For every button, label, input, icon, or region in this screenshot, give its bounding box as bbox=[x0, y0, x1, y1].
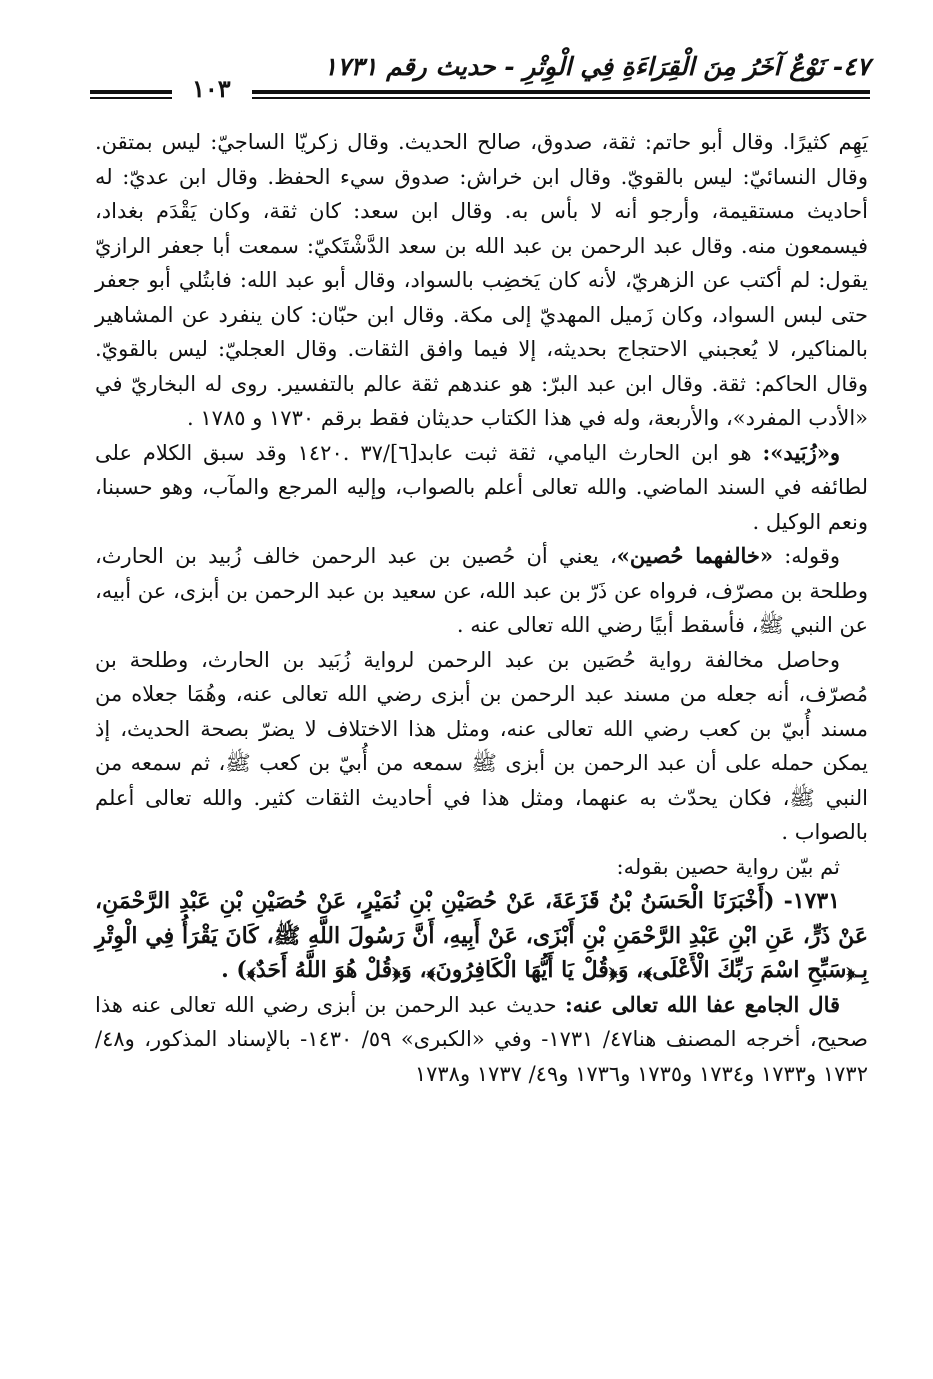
page-number: ١٠٣ bbox=[182, 74, 241, 103]
khalafahuma-text: ، يعني أن حُصين بن عبد الرحمن خالف زُبيد بن الحارث، وطلحة بن مصرّف، فرواه عن ذَرّ بن عبد الله، عن سعيد بن عبد الرحمن بن أبزى، عن أبيه، عن النبي ﷺ، فأسقط أبيًا رضي الله تعالى عنه . bbox=[95, 544, 868, 637]
khalafahuma-lead: وقوله: bbox=[773, 544, 840, 568]
running-title: ٤٧- نَوْعٌ آخَرُ مِنَ الْقِرَاءَةِ فِي الْوِتْرِ - حديث رقم ١٧٣١ bbox=[323, 52, 870, 81]
page-body bbox=[95, 125, 868, 1091]
paragraph-zubaid bbox=[95, 436, 868, 540]
paragraph-narrator-assessment: يَهِم كثيرًا. وقال أبو حاتم: ثقة، صدوق، صالح الحديث. وقال زكريّا الساجيّ: ليس بمتقن. وقال النسائيّ: ليس بالقويّ. وقال ابن خراش: صدوق سيء الحفظ. وقال ابن عديّ: له أحاديث مستقيمة، وأرجو أنه لا بأس به. وقال ابن سعد: كان ثقة، وكان يَقْدَم بغداد، فيسمعون منه. وقال عبد الرحمن بن عبد الله بن سعد الدَّشْتَكيّ: سمعت أبا جعفر الرازيّ يقول: لم أكتب عن الزهريّ، لأنه كان يَخضِب بالسواد، وقال أبو عبد الله: فابتُلي أبو جعفر حتى لبس السواد، وكان زَميل المهديّ إلى مكة. وقال ابن حبّان: كان ينفرد عن المشاهير بالمناكير، لا يُعجبني الاحتجاج بحديثه، إلا فيما وافق الثقات. وقال العجليّ: ليس بالقويّ. وقال الحاكم: ثقة. وقال ابن عبد البرّ: هو عندهم ثقة عالم بالتفسير. روى له البخاريّ في «الأدب المفرد»، والأربعة، وله في هذا الكتاب حديثان فقط برقم ١٧٣٠ و ١٧٨٥ . bbox=[95, 130, 868, 430]
jami-text: حديث عبد الرحمن بن أبزى رضي الله تعالى عنه هذا صحيح، أخرجه المصنف هنا٤٧/ ١٧٣١- وفي «الكبرى» ٥٩/ ١٤٣٠- بالإسناد المذكور، و٤٨/ ١٧٣٢ و١٧٣٣ و١٧٣٤ و١٧٣٥ و١٧٣٦ و٤٩/ ١٧٣٧ و١٧٣٨ bbox=[95, 992, 868, 1086]
zubaid-lead: و«زُبَيد»: bbox=[762, 439, 841, 465]
jami-lead: قال الجامع عفا الله تعالى عنه: bbox=[564, 991, 841, 1017]
paragraph-jami-commentary bbox=[95, 988, 868, 1092]
paragraph-transition: ثم بيّن رواية حصين بقوله: bbox=[616, 854, 840, 879]
page-header bbox=[90, 52, 870, 102]
paragraph-khalafahuma bbox=[95, 539, 868, 643]
zubaid-text: هو ابن الحارث اليامي، ثقة ثبت عابد[٦]/٣٧ .١٤٢٠ وقد سبق الكلام على لطائفه في السند الماضي. والله تعالى أعلم بالصواب، وإليه المرجع والمآب، وهو حسبنا، ونعم الوكيل . bbox=[95, 440, 868, 534]
khalafahuma-quote: «خالفهما حُصين» bbox=[616, 543, 774, 568]
header-rule-left-thick bbox=[90, 90, 172, 94]
header-rule-left-thin bbox=[90, 97, 172, 99]
header-rule-thick bbox=[252, 90, 870, 94]
header-rule-thin bbox=[252, 97, 870, 99]
hadith-1731: ١٧٣١- (أَخْبَرَنَا الْحَسَنُ بْنُ قَزَعَةَ، عَنْ حُصَيْنِ بْنِ نُمَيْرٍ، عَنْ حُصَيْنِ بْنِ عَبْدِ الرَّحْمَنِ، عَنْ ذَرٍّ، عَنِ ابْنِ عَبْدِ الرَّحْمَنِ بْنِ أَبْزَى، عَنْ أَبِيهِ، أَنَّ رَسُولَ اللَّهِ ﷺ، كَانَ يَقْرَأُ فِي الْوِتْرِ بِـ﴿سَبِّحِ اسْمَ رَبِّكَ الْأَعْلَى﴾، وَ﴿قُلْ يَا أَيُّهَا الْكَافِرُونَ﴾، وَ﴿قُلْ هُوَ اللَّهُ أَحَدٌ﴾) . bbox=[95, 888, 868, 983]
paragraph-summary: وحاصل مخالفة رواية حُصَين بن عبد الرحمن لرواية زُبَيد بن الحارث، وطلحة بن مُصرّف، أنه جعله من مسند عبد الرحمن بن أبزى رضي الله تعالى عنه، وهُمَا جعلاه من مسند أُبيّ بن كعب رضي الله تعالى عنه، ومثل هذا الاختلاف لا يضرّ بصحة الحديث، إذ يمكن حمله على أن عبد الرحمن بن أبزى ﷺ سمعه من أُبيّ بن كعب ﷺ، ثم سمعه من النبي ﷺ، فكان يحدّث به عنهما، ومثل هذا في أحاديث الثقات كثير. والله تعالى أعلم بالصواب . bbox=[95, 647, 868, 844]
